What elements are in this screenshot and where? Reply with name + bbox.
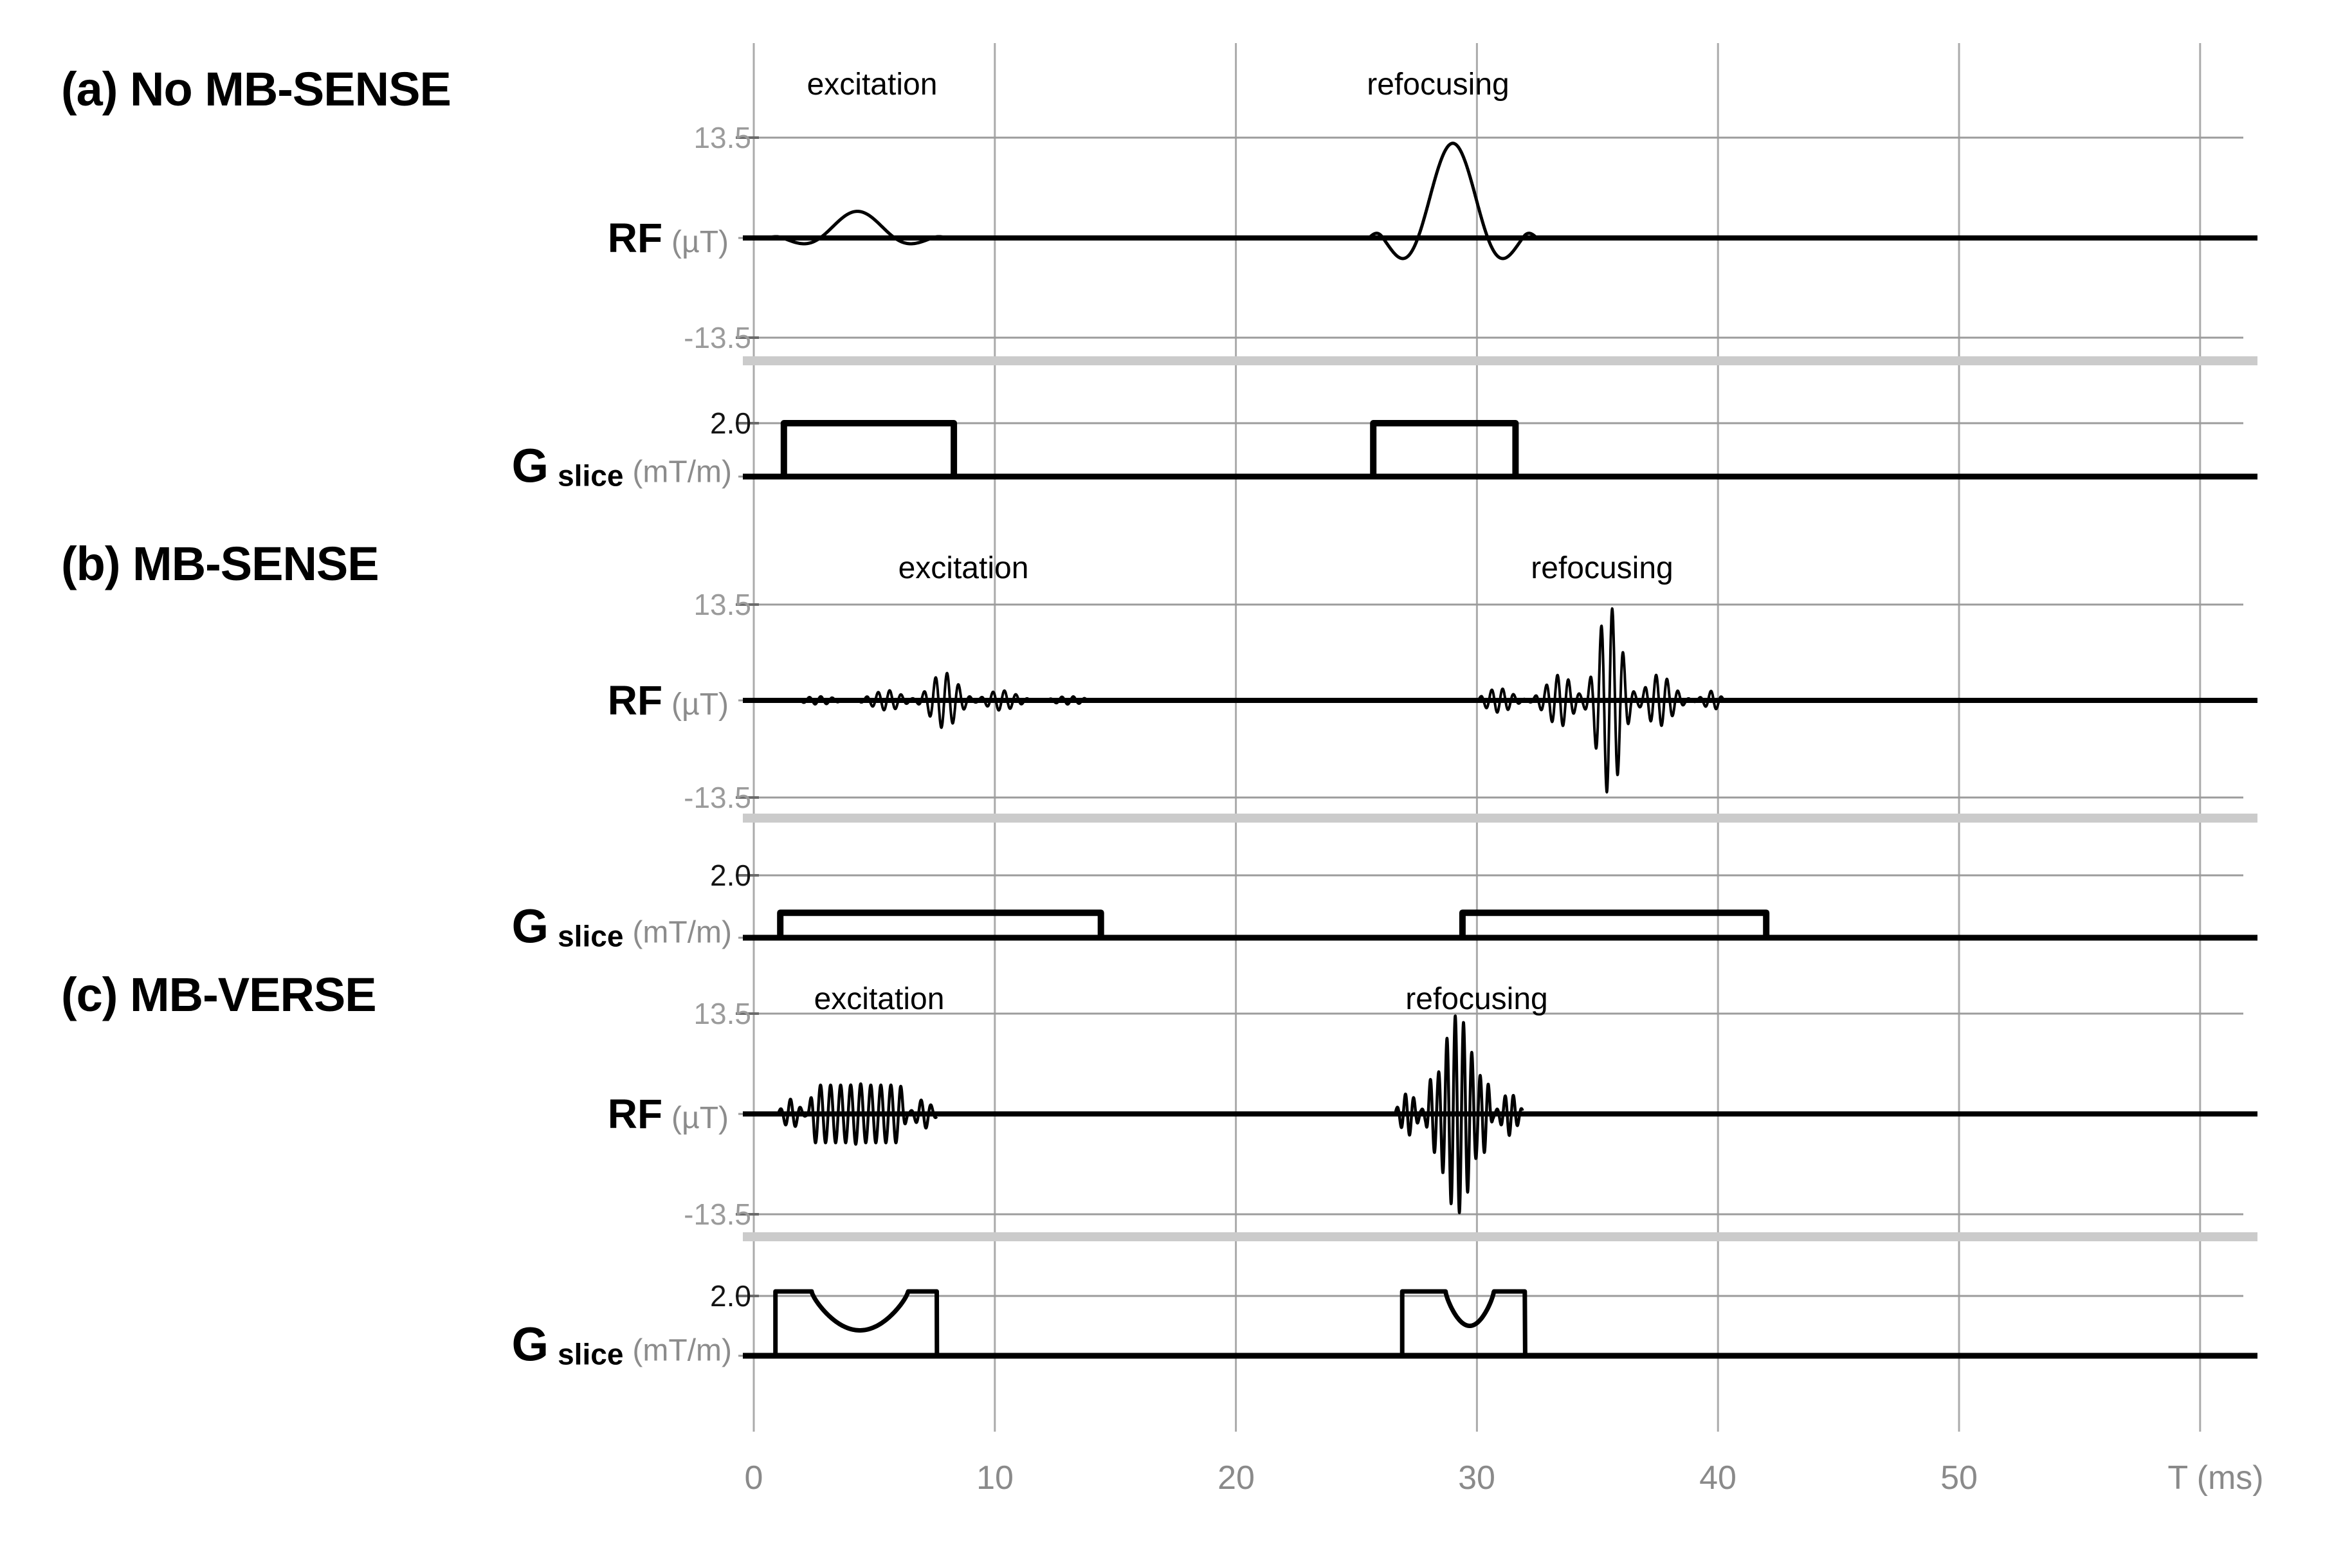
rf-unit: (µT) xyxy=(671,225,729,259)
gslice-unit: (mT/m) xyxy=(632,915,732,950)
panel-c-title: (c) MB-VERSE xyxy=(61,968,376,1021)
panel-a-refocusing-label: refocusing xyxy=(1367,68,1509,102)
panel-a-gslice-tick: 2.0 xyxy=(710,406,751,440)
panel-c-gslice-tick: 2.0 xyxy=(710,1279,751,1313)
gslice-label-sub: slice xyxy=(558,1337,624,1371)
panel-c-excitation-label: excitation xyxy=(814,982,945,1016)
panel-a-excitation-label: excitation xyxy=(807,68,938,102)
panel-b-rf-axis-label xyxy=(608,677,729,724)
x-tick-30: 30 xyxy=(1458,1459,1495,1497)
gslice-label: G xyxy=(511,899,549,953)
x-tick-20: 20 xyxy=(1217,1459,1255,1497)
x-tick-0: 0 xyxy=(744,1459,763,1497)
rf-unit: (µT) xyxy=(671,1101,729,1135)
panel-b-gslice-axis-label xyxy=(512,899,732,954)
gslice-label-sub: slice xyxy=(558,459,624,493)
panel-a-rf-tick-neg: -13.5 xyxy=(684,321,751,354)
panel-b-title: (b) MB-SENSE xyxy=(61,537,379,590)
rf-label: RF xyxy=(607,215,663,261)
gslice-unit: (mT/m) xyxy=(632,455,732,489)
x-tick-10: 10 xyxy=(976,1459,1014,1497)
panel-c-rf-axis-label xyxy=(608,1090,729,1138)
panel-b-excitation-label: excitation xyxy=(898,551,1029,585)
panel-c-rf-tick-neg: -13.5 xyxy=(684,1198,751,1231)
panel-b-rf-tick-neg: -13.5 xyxy=(684,781,751,814)
x-tick-40: 40 xyxy=(1699,1459,1737,1497)
gslice-label: G xyxy=(511,1317,549,1371)
panel-a-rf-axis-label xyxy=(608,214,729,262)
gslice-label: G xyxy=(511,439,549,493)
panel-c-rf-tick-pos: 13.5 xyxy=(693,997,751,1030)
rf-unit: (µT) xyxy=(671,688,729,722)
gslice-unit: (mT/m) xyxy=(632,1333,732,1368)
panel-c-refocusing-label: refocusing xyxy=(1405,982,1548,1016)
rf-label: RF xyxy=(607,677,663,724)
panel-b-gslice-tick: 2.0 xyxy=(710,859,751,892)
panel-b-rf-tick-pos: 13.5 xyxy=(693,588,751,621)
x-axis-unit-label: T (ms) xyxy=(2167,1459,2264,1497)
x-tick-50: 50 xyxy=(1940,1459,1978,1497)
panel-b-refocusing-label: refocusing xyxy=(1531,551,1673,585)
rf-label: RF xyxy=(607,1091,663,1137)
panel-a-rf-tick-pos: 13.5 xyxy=(693,121,751,154)
gslice-label-sub: slice xyxy=(558,919,624,953)
panel-a-title: (a) No MB-SENSE xyxy=(61,62,451,116)
panel-a-gslice-axis-label xyxy=(512,439,732,493)
panel-c-gslice-axis-label xyxy=(512,1317,732,1372)
